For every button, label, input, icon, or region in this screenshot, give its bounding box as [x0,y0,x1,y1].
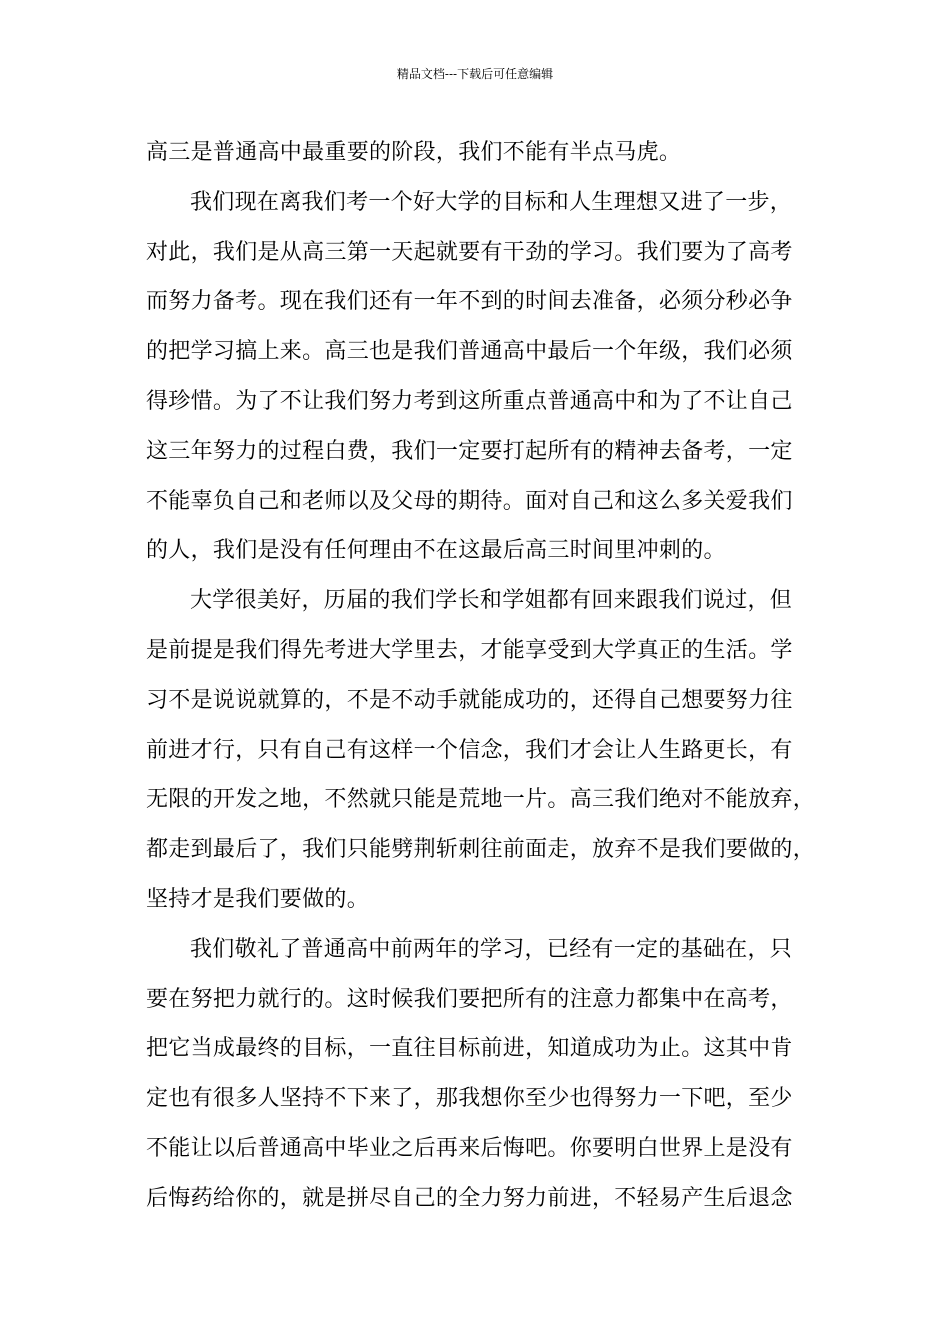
paragraph-line: 这三年努力的过程白费，我们一定要打起所有的精神去备考，一定 [146,438,793,464]
paragraph-line: 要在努把力就行的。这时候我们要把所有的注意力都集中在高考， [146,986,793,1012]
paragraph-line: 我们现在离我们考一个好大学的目标和人生理想又进了一步， [190,189,793,215]
paragraph-line: 定也有很多人坚持不下来了，那我想你至少也得努力一下吧，至少 [146,1086,793,1112]
paragraph-line: 前进才行，只有自己有这样一个信念，我们才会让人生路更长，有 [146,737,793,763]
paragraph-line: 高三是普通高中最重要的阶段，我们不能有半点马虎。 [146,140,682,165]
paragraph-line: 的人，我们是没有任何理由不在这最后高三时间里冲刺的。 [146,538,726,564]
paragraph-line: 坚持才是我们要做的。 [146,886,370,912]
paragraph-line: 后悔药给你的，就是拼尽自己的全力努力前进，不轻易产生后退念 [146,1185,793,1211]
paragraph-line: 不能让以后普通高中毕业之后再来后悔吧。你要明白世界上是没有 [146,1135,793,1161]
paragraph-line: 是前提是我们得先考进大学里去，才能享受到大学真正的生活。学 [146,637,793,663]
paragraph-line: 得珍惜。为了不让我们努力考到这所重点普通高中和为了不让自己 [146,388,793,414]
paragraph-line: 习不是说说就算的，不是不动手就能成功的，还得自己想要努力往 [146,687,793,713]
paragraph-line: 我们敬礼了普通高中前两年的学习，已经有一定的基础在，只 [190,936,793,962]
paragraph-line: 无限的开发之地，不然就只能是荒地一片。高三我们绝对不能放弃， [146,787,816,813]
paragraph-line: 的把学习搞上来。高三也是我们普通高中最后一个年级，我们必须 [146,339,793,365]
paragraph-line: 都走到最后了，我们只能劈荆斩刺往前面走，放弃不是我们要做的， [146,837,816,863]
paragraph-line: 对此，我们是从高三第一天起就要有干劲的学习。我们要为了高考 [146,239,793,265]
paragraph-line: 不能辜负自己和老师以及父母的期待。面对自己和这么多关爱我们 [146,488,793,514]
page-header: 精品文档---下载后可任意编辑 [396,67,554,81]
document-body [146,128,826,1224]
paragraph-line: 大学很美好，历届的我们学长和学姐都有回来跟我们说过，但 [190,588,793,614]
paragraph-line: 把它当成最终的目标，一直往目标前进，知道成功为止。这其中肯 [146,1036,793,1062]
paragraph-line: 而努力备考。现在我们还有一年不到的时间去准备，必须分秒必争 [146,289,793,315]
